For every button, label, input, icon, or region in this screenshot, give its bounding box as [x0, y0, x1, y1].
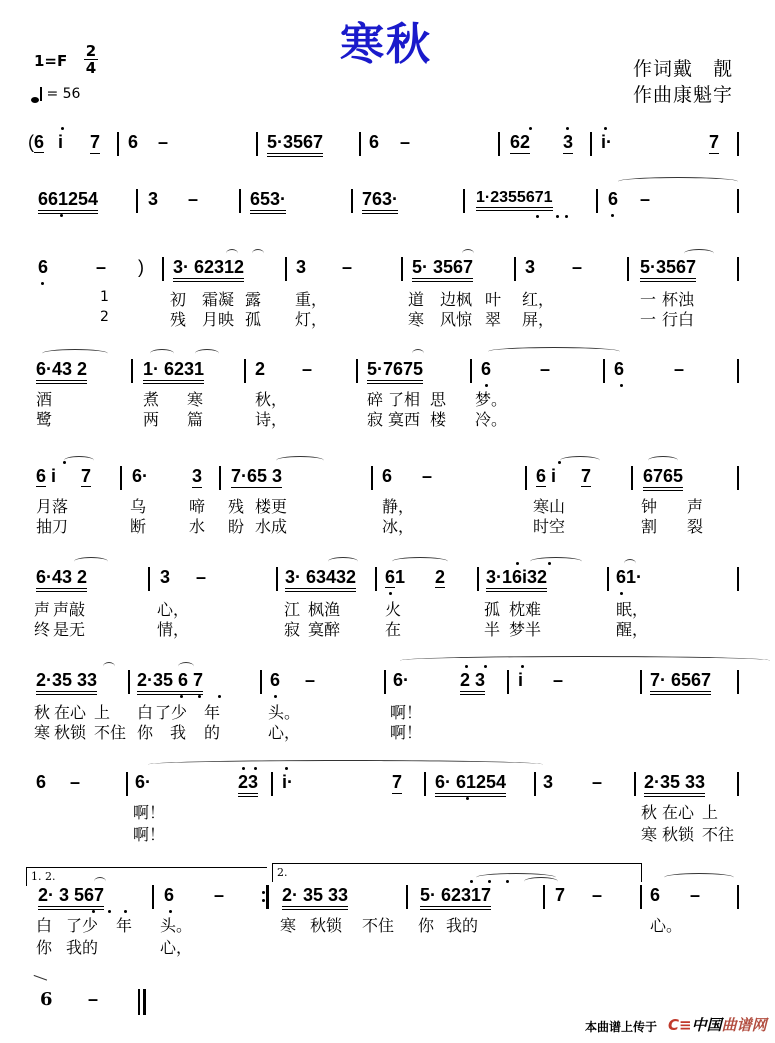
lyric: 不住	[362, 916, 395, 935]
lyric: 楼更	[255, 497, 288, 516]
lyric: 秋锁	[54, 723, 87, 742]
notation: 2·35 33	[644, 772, 705, 797]
notation: 5·3567	[640, 257, 696, 282]
lyric: 头。	[268, 703, 301, 722]
notation: 6	[36, 772, 47, 792]
volta-first-ending: 1. 2.	[26, 867, 267, 886]
lyric: 上	[94, 703, 111, 722]
notation: –	[690, 885, 701, 905]
lyric: 啼	[189, 497, 206, 516]
notation: 2 3	[460, 670, 485, 695]
notation: –	[96, 257, 107, 277]
notation: 3	[525, 257, 536, 277]
lyric: 年	[116, 916, 133, 935]
lyric: 孤	[245, 310, 262, 329]
notation: 3·16i32	[486, 567, 547, 592]
notation: –	[305, 670, 316, 690]
lyric: 声敲	[53, 600, 86, 619]
lyric: 啊！	[133, 803, 166, 822]
lyric: 不住	[94, 723, 127, 742]
notation: –	[302, 359, 313, 379]
logo-icon: C≡	[668, 1016, 692, 1034]
lyric: 是无	[53, 620, 86, 639]
notation: i·	[282, 772, 293, 792]
lyric: 钟	[641, 497, 658, 516]
lyric: 篇	[187, 410, 204, 429]
notation: 5· 62317	[420, 885, 491, 910]
lyric: 寂	[284, 620, 301, 639]
notation: 6 i 7	[36, 466, 92, 486]
notation: 6·	[132, 466, 149, 486]
lyric: 年	[204, 703, 221, 722]
lyric: 了少	[155, 703, 188, 722]
upload-notice: 本曲谱上传于	[585, 1020, 658, 1034]
lyric: 酒	[36, 390, 53, 409]
lyricist-credit: 作词戴 靓	[633, 58, 734, 80]
notation: )	[138, 257, 144, 277]
notation: 7	[555, 885, 566, 905]
lyric: 边枫	[440, 290, 473, 309]
notation: 6	[650, 885, 661, 905]
notation: 3	[160, 567, 171, 587]
notation: 6	[38, 257, 49, 277]
lyric: 心，	[268, 723, 301, 742]
lyric: 重，	[295, 290, 328, 309]
notation: –	[342, 257, 353, 277]
key-signature: 1=F	[34, 52, 68, 70]
lyric: 行白	[662, 310, 695, 329]
lyric: 屏，	[522, 310, 555, 329]
lyric: 两	[143, 410, 160, 429]
lyric: 寒	[187, 390, 204, 409]
lyric: 寒	[34, 723, 51, 742]
lyric: 秋	[641, 803, 658, 822]
verse-number: 1	[100, 289, 109, 305]
lyric: 我	[170, 723, 187, 742]
lyric: 你	[137, 723, 154, 742]
lyric: 白	[137, 703, 154, 722]
lyric: 杯浊	[662, 290, 695, 309]
lyric: 裂	[687, 517, 704, 536]
lyric: 月映	[202, 310, 235, 329]
notation: 6	[481, 359, 492, 379]
lyric: 冰，	[382, 517, 415, 536]
notation: –	[640, 189, 651, 209]
lyric: 梦半	[509, 620, 542, 639]
lyric: 水成	[255, 517, 288, 536]
notation: 6·43 2	[36, 359, 87, 384]
notation: 6	[382, 466, 393, 486]
lyric: 初	[170, 290, 187, 309]
notation: –	[572, 257, 583, 277]
notation: –	[592, 885, 603, 905]
lyric: 声	[687, 497, 704, 516]
notation: 2· 3 567	[38, 885, 104, 910]
notation: 6	[128, 132, 139, 152]
lyric: 道	[408, 290, 425, 309]
lyric: 火	[385, 600, 402, 619]
notation: 7·65 3	[231, 466, 283, 486]
notation: 6765	[643, 466, 683, 491]
lyric: 在心	[662, 803, 695, 822]
lyric: 心，	[160, 938, 193, 957]
notation: 6	[614, 359, 625, 379]
notation: 6	[369, 132, 380, 152]
lyric: 你	[418, 916, 435, 935]
lyric: 白	[36, 916, 53, 935]
lyric: 枕难	[509, 600, 542, 619]
lyric: 一	[640, 310, 657, 329]
lyric: 风惊	[440, 310, 473, 329]
notation: 61 2	[385, 567, 446, 587]
lyric: 不往	[702, 825, 735, 844]
lyric: 灯，	[295, 310, 328, 329]
notation: 3· 63432	[285, 567, 356, 592]
lyric: 秋锁	[310, 916, 343, 935]
lyric: 寒	[408, 310, 425, 329]
lyric: 水	[189, 517, 206, 536]
tempo-marking: = 56	[34, 86, 80, 102]
lyric: 冷。	[475, 410, 508, 429]
volta-second-ending: 2.	[272, 863, 642, 882]
lyric: 秋锁	[662, 825, 695, 844]
lyric: 枫渔	[308, 600, 341, 619]
lyric: 寒山	[533, 497, 566, 516]
notation: –	[196, 567, 207, 587]
lyric: 在	[385, 620, 402, 639]
notation: 3· 62312	[173, 257, 244, 282]
notation: 6	[164, 885, 175, 905]
lyric: 啊！	[390, 723, 423, 742]
lyric: 露	[245, 290, 262, 309]
lyric: 我的	[66, 938, 99, 957]
lyric: 叶	[485, 290, 502, 309]
lyric: 秋	[34, 703, 51, 722]
notation: 6	[40, 989, 53, 1010]
site-logo[interactable]: C≡中国曲谱网	[668, 1016, 767, 1034]
notation: i	[518, 670, 524, 690]
notation: 6·	[393, 670, 410, 690]
notation: 3	[148, 189, 159, 209]
notation: 23	[238, 772, 258, 797]
notation: 2	[255, 359, 266, 379]
lyric: 时空	[533, 517, 566, 536]
lyric: 寂	[367, 410, 384, 429]
time-signature: 2 4	[85, 42, 97, 77]
lyric: 红，	[522, 290, 555, 309]
notation: 7· 6567	[650, 670, 711, 695]
notation: –	[88, 989, 99, 1009]
lyric: 思	[430, 390, 447, 409]
lyric: 寒	[280, 916, 297, 935]
notation: –	[540, 359, 551, 379]
lyric: 寞醉	[308, 620, 341, 639]
notation: 5· 3567	[412, 257, 473, 282]
lyric: 残	[170, 310, 187, 329]
notation: i	[58, 132, 64, 152]
composer-credit: 作曲康魁宇	[633, 84, 734, 106]
notation: 2·35 6 7	[137, 670, 203, 695]
lyric: 的	[204, 723, 221, 742]
lyric: 上	[702, 803, 719, 822]
lyric: 声	[34, 600, 51, 619]
notation: 763·	[362, 189, 398, 214]
notation: 62	[510, 132, 531, 152]
notation: 6	[608, 189, 619, 209]
lyric: 了少	[66, 916, 99, 935]
notation: –	[214, 885, 225, 905]
notation: 7	[392, 772, 403, 792]
notation: –	[592, 772, 603, 792]
verse-number: 2	[100, 309, 109, 325]
lyric: 一	[640, 290, 657, 309]
lyric: 我的	[446, 916, 479, 935]
lyric: 鹭	[36, 410, 53, 429]
lyric: 割	[641, 517, 658, 536]
notation: 6 i 7	[536, 466, 592, 486]
lyric: 乌	[130, 497, 147, 516]
lyric: 煮	[143, 390, 160, 409]
notation: –	[188, 189, 199, 209]
lyric: 霜凝	[202, 290, 235, 309]
notation: 7	[709, 132, 720, 152]
notation: –	[422, 466, 433, 486]
notation: 3	[296, 257, 307, 277]
notation: 6· 61254	[435, 772, 506, 797]
notation: 5·7675	[367, 359, 423, 384]
lyric: 啊！	[390, 703, 423, 722]
notation: –	[674, 359, 685, 379]
notation: 3	[563, 132, 574, 152]
notation: 61·	[616, 567, 643, 587]
notation: 6·	[135, 772, 152, 792]
lyric: 抽刀	[36, 517, 69, 536]
lyric: 诗，	[255, 410, 288, 429]
notation: –	[400, 132, 411, 152]
notation: 1·2355671	[476, 189, 553, 211]
lyric: 你	[36, 938, 53, 957]
lyric: 静，	[382, 497, 415, 516]
lyric: 心，	[157, 600, 190, 619]
lyric: 寒	[641, 825, 658, 844]
lyric: 情，	[157, 620, 190, 639]
lyric: 寞西	[388, 410, 421, 429]
notation: 5·3567	[267, 132, 323, 157]
notation: (6	[28, 132, 45, 152]
lyric: 了相	[388, 390, 421, 409]
notation: 1· 6231	[143, 359, 204, 384]
notation: 3	[192, 466, 203, 486]
lyric: 楼	[430, 410, 447, 429]
notation: –	[70, 772, 81, 792]
lyric: 醒，	[616, 620, 649, 639]
notation: 2·35 33	[36, 670, 97, 695]
lyric: 眠，	[616, 600, 649, 619]
notation: 3	[543, 772, 554, 792]
notation: –	[158, 132, 169, 152]
lyric: 秋，	[255, 390, 288, 409]
notation: 6·43 2	[36, 567, 87, 592]
lyric: 残	[228, 497, 245, 516]
lyric: 啊！	[133, 825, 166, 844]
notation: 7	[90, 132, 101, 152]
lyric: 月落	[36, 497, 69, 516]
notation: i·	[601, 132, 612, 152]
lyric: 翠	[485, 310, 502, 329]
lyric: 头。	[160, 916, 193, 935]
lyric: 梦。	[475, 390, 508, 409]
final-barline	[138, 989, 140, 1015]
lyric: 终	[34, 620, 51, 639]
notation: 2· 35 33	[282, 885, 348, 910]
notation: –	[553, 670, 564, 690]
notation: 661254	[38, 189, 98, 214]
notation: 653·	[250, 189, 286, 214]
lyric: 江	[284, 600, 301, 619]
lyric: 碎	[367, 390, 384, 409]
quarter-note-icon	[34, 87, 42, 101]
lyric: 在心	[54, 703, 87, 722]
lyric: 半	[484, 620, 501, 639]
notation: 6	[270, 670, 281, 690]
song-title: 寒秋	[340, 19, 432, 70]
lyric: 断	[130, 517, 147, 536]
lyric: 盼	[228, 517, 245, 536]
lyric: 心。	[650, 916, 683, 935]
lyric: 孤	[484, 600, 501, 619]
